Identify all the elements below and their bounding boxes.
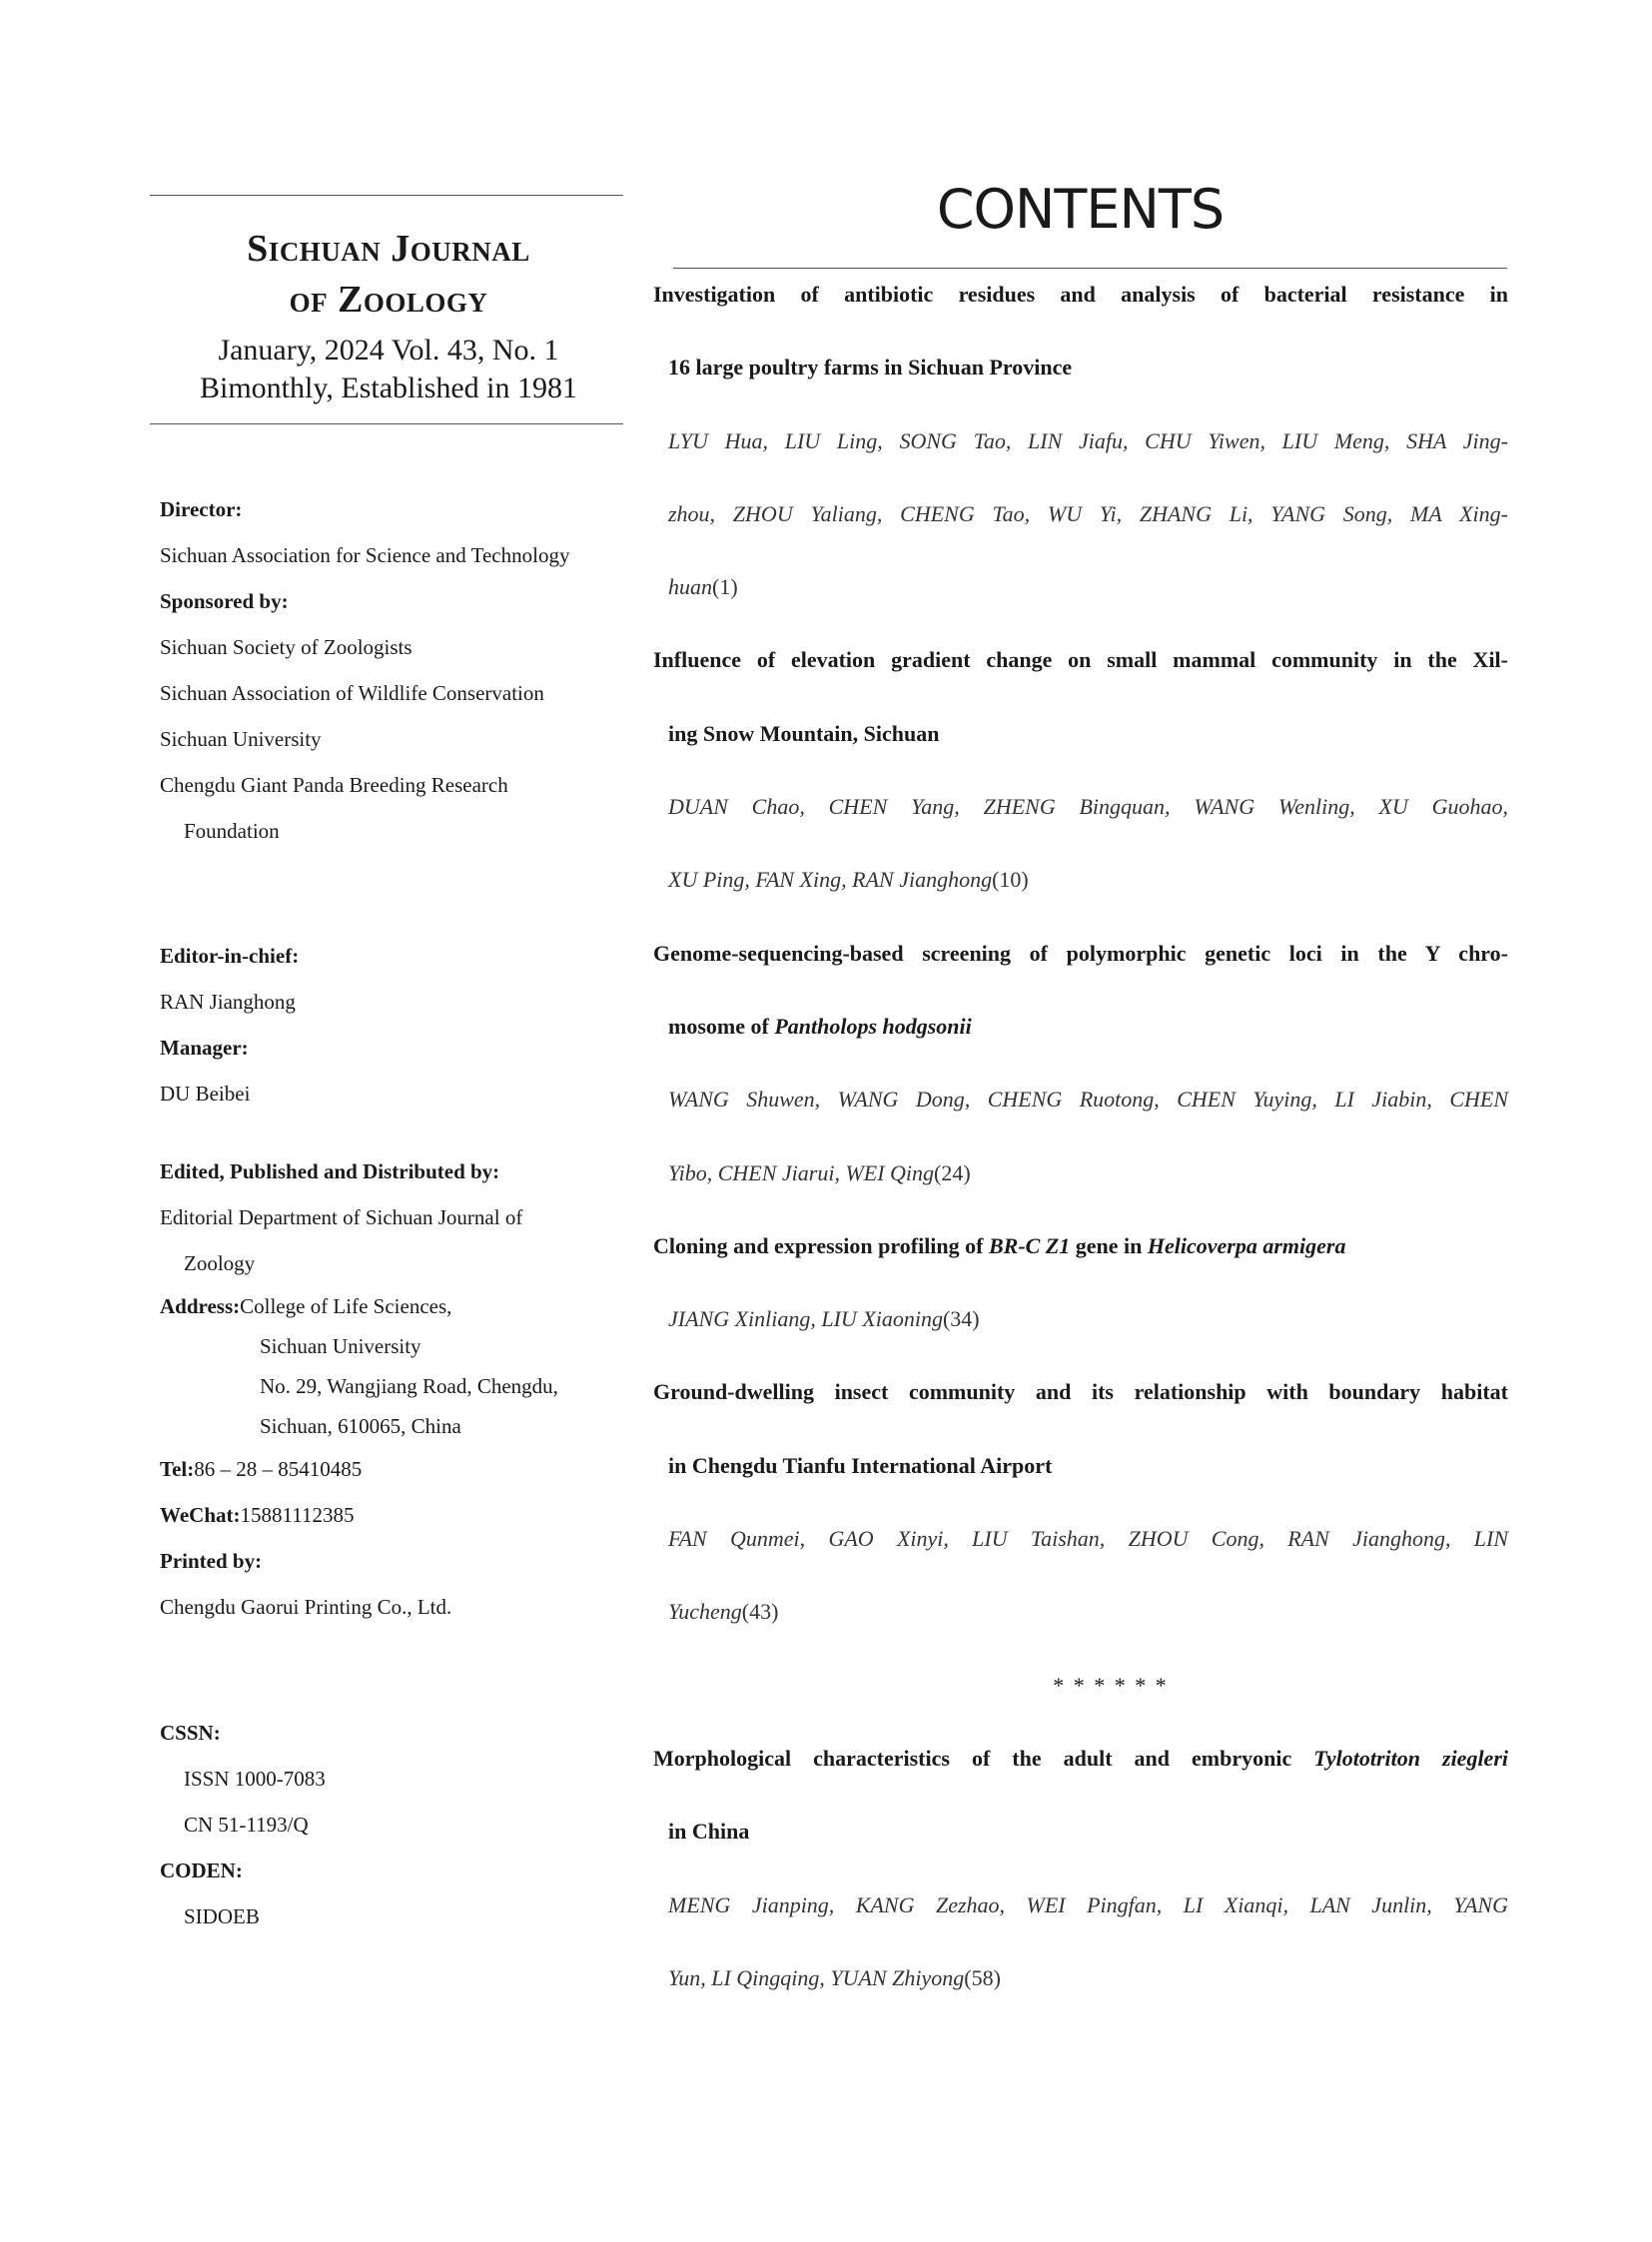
species-name: Pantholops hodgsonii [774, 1013, 972, 1039]
address-line: Sichuan, 610065, China [260, 1414, 461, 1438]
director-value: Sichuan Association for Science and Technology [160, 543, 570, 567]
article-page: (58) [964, 1964, 1001, 1990]
article-title[interactable] [653, 1734, 1508, 1807]
cn-value: CN 51-1193/Q [184, 1813, 309, 1837]
address-line [160, 1286, 629, 1326]
printed-label: Printed by: [160, 1549, 263, 1573]
article-authors [653, 1294, 1508, 1367]
article-title-text: mosome of [668, 1013, 775, 1039]
masthead-sponsors [160, 486, 629, 854]
publisher-value-cont: Zoology [184, 1251, 256, 1275]
article-authors [653, 1148, 1508, 1221]
article-title[interactable]: in Chengdu Tianfu International Airport [668, 1452, 1053, 1478]
article-authors-end: Yibo, CHEN Jiarui, WEI Qing [668, 1159, 935, 1185]
publisher-value: Editorial Department of Sichuan Journal of [160, 1205, 523, 1229]
article-title[interactable]: Influence of elevation gradient change on small mammal community in the Xil- [653, 647, 1508, 673]
article-authors [653, 1953, 1508, 2026]
address-line: Sichuan University [260, 1334, 421, 1358]
sponsor-item: Sichuan Society of Zoologists [160, 635, 413, 659]
editor-label: Editor-in-chief: [160, 944, 300, 968]
section-separator: * * * * * * [1053, 1672, 1169, 1698]
article-title[interactable]: in China [668, 1819, 750, 1845]
journal-title-line1: Sichuan Journal [247, 228, 530, 270]
article-authors: LYU Hua, LIU Ling, SONG Tao, LIN Jiafu, CHU Yiwen, LIU Meng, SHA Jing- [668, 427, 1508, 453]
wechat-label: WeChat: [160, 1503, 241, 1527]
coden-value: SIDOEB [184, 1904, 260, 1928]
article-page: (43) [741, 1599, 779, 1625]
article-page: (34) [942, 1306, 980, 1332]
article-authors: FAN Qunmei, GAO Xinyi, LIU Taishan, ZHOU Cong, RAN Jianghong, LIN [668, 1526, 1508, 1552]
article-title-text: Cloning and expression profiling of [653, 1232, 989, 1258]
tel-value: 86 – 28 – 85410485 [194, 1457, 363, 1481]
article-title-text: gene in [1070, 1232, 1148, 1258]
article-authors-end: Yun, LI Qingqing, YUAN Zhiyong [668, 1964, 965, 1990]
sponsored-label: Sponsored by: [160, 589, 289, 613]
article-authors [653, 855, 1508, 928]
masthead-codes [160, 1710, 629, 1939]
article-authors [653, 1587, 1508, 1660]
article-title[interactable] [653, 1221, 1508, 1294]
issn-value: ISSN 1000-7083 [184, 1767, 326, 1791]
manager-label: Manager: [160, 1036, 249, 1060]
editor-value: RAN Jianghong [160, 990, 296, 1014]
masthead-publisher [160, 1148, 629, 1630]
wechat-value: 15881112385 [240, 1503, 355, 1527]
contents-heading: CONTENTS [936, 178, 1225, 241]
masthead-editors [160, 933, 629, 1117]
coden-label: CODEN: [160, 1859, 243, 1882]
wechat-line [160, 1492, 629, 1538]
article-authors: DUAN Chao, CHEN Yang, ZHENG Bingquan, WANG Wenling, XU Guohao, [668, 794, 1508, 820]
publisher-label: Edited, Published and Distributed by: [160, 1159, 500, 1183]
header-bottom-rule [150, 423, 623, 424]
article-title[interactable]: 16 large poultry farms in Sichuan Province [668, 355, 1073, 380]
article-page: (24) [934, 1159, 971, 1185]
article-authors-end: XU Ping, FAN Xing, RAN Jianghong [668, 867, 993, 893]
article-title-text: Morphological characteristics of the adult and embryonic [653, 1745, 1314, 1771]
address-line: No. 29, Wangjiang Road, Chengdu, [260, 1374, 558, 1398]
director-label: Director: [160, 497, 243, 521]
article-page: (10) [992, 867, 1029, 893]
table-of-contents [653, 270, 1508, 2026]
cssn-label: CSSN: [160, 1721, 221, 1745]
contents-header [653, 180, 1507, 240]
header-top-rule [150, 195, 623, 196]
contents-rule [673, 268, 1507, 269]
article-authors: WANG Shuwen, WANG Dong, CHENG Ruotong, CHEN Yuying, LI Jiabin, CHEN [668, 1087, 1508, 1113]
article-title[interactable]: Investigation of antibiotic residues and analysis of bacterial resistance in [653, 282, 1508, 307]
journal-frequency: Bimonthly, Established in 1981 [199, 372, 578, 404]
gene-name: BR-C Z1 [988, 1232, 1071, 1258]
species-name: Helicoverpa armigera [1147, 1232, 1346, 1258]
tel-label: Tel: [160, 1457, 195, 1481]
article-title[interactable]: Ground-dwelling insect community and its relationship with boundary habitat [653, 1379, 1508, 1405]
sponsor-item: Sichuan University [160, 727, 322, 751]
journal-header [150, 195, 627, 424]
journal-title-line2: of Zoology [289, 279, 488, 321]
sponsor-item: Sichuan Association of Wildlife Conservation [160, 681, 544, 705]
article-authors: zhou, ZHOU Yaliang, CHENG Tao, WU Yi, ZHANG Li, YANG Song, MA Xing- [668, 500, 1508, 526]
tel-line [160, 1446, 629, 1492]
sponsor-item-cont: Foundation [184, 819, 280, 843]
article-authors-end: JIANG Xinliang, LIU Xiaoning [668, 1306, 943, 1332]
article-authors-end: huan [668, 574, 712, 600]
manager-value: DU Beibei [160, 1082, 251, 1106]
journal-issue: January, 2024 Vol. 43, No. 1 [218, 334, 559, 367]
sponsor-item: Chengdu Giant Panda Breeding Research [160, 773, 508, 797]
address-label: Address: [160, 1294, 241, 1318]
article-authors: MENG Jianping, KANG Zezhao, WEI Pingfan, LI Xianqi, LAN Junlin, YANG [668, 1891, 1508, 1917]
article-title[interactable]: Genome-sequencing-based screening of polymorphic genetic loci in the Y chro- [653, 940, 1508, 966]
printer-value: Chengdu Gaorui Printing Co., Ltd. [160, 1595, 452, 1619]
article-title[interactable]: ing Snow Mountain, Sichuan [668, 720, 940, 746]
address-value: College of Life Sciences, [240, 1294, 452, 1318]
article-title[interactable] [653, 1002, 1508, 1075]
article-authors-end: Yucheng [668, 1599, 742, 1625]
species-name: Tylototriton ziegleri [1313, 1745, 1508, 1771]
article-page: (1) [712, 574, 738, 600]
article-authors [653, 562, 1508, 635]
